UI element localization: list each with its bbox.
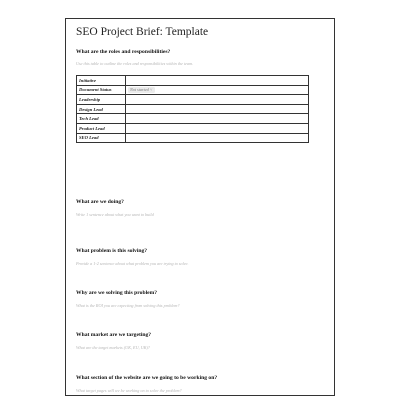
section-placeholder[interactable]: What is the ROI you are expecting from solving this problem? <box>76 303 180 308</box>
section-heading: What problem is this solving? <box>76 248 148 254</box>
document-page <box>65 18 335 396</box>
section-website <box>76 375 217 393</box>
table-row <box>77 95 309 105</box>
table-value-cell[interactable] <box>126 104 309 114</box>
section-heading: Why are we solving this problem? <box>76 290 158 296</box>
table-value-cell[interactable] <box>126 133 309 143</box>
table-key-cell: Design Lead <box>77 104 126 114</box>
table-row <box>77 114 309 124</box>
section-market <box>76 332 151 350</box>
roles-heading: What are the roles and responsibilities? <box>76 49 171 55</box>
table-row <box>77 104 309 114</box>
table-key-cell: Document Status <box>77 85 126 95</box>
section-heading: What are we doing? <box>76 199 124 205</box>
section-why <box>76 290 180 308</box>
table-key-cell: Initiative <box>77 76 126 86</box>
section-placeholder[interactable]: What target pages will we be working on to solve the problem? <box>76 388 182 393</box>
table-key-cell: Leadership <box>77 95 126 105</box>
section-placeholder[interactable]: Write 1 sentence about what you want to build <box>76 212 154 217</box>
table-key-cell: SEO Lead <box>77 133 126 143</box>
section-problem <box>76 248 189 266</box>
section-heading: What section of the website are we going to be working on? <box>76 375 218 381</box>
table-row <box>77 76 309 86</box>
section-doing <box>76 199 154 217</box>
table-key-cell: Product Lead <box>77 123 126 133</box>
table-value-cell[interactable] <box>126 85 309 95</box>
table-row <box>77 85 309 95</box>
section-placeholder[interactable]: What are the target markets (UK, EU, UK)? <box>76 345 151 350</box>
status-badge[interactable] <box>128 87 155 93</box>
chevron-down-icon: ˅ <box>149 87 153 93</box>
table-value-cell[interactable] <box>126 123 309 133</box>
page-title: SEO Project Brief: Template <box>76 26 209 38</box>
table-value-cell[interactable] <box>126 114 309 124</box>
table-key-cell: Tech Lead <box>77 114 126 124</box>
table-row <box>77 123 309 133</box>
section-heading: What market are we targeting? <box>76 332 152 338</box>
status-label: Not started <box>130 87 149 93</box>
table-value-cell[interactable] <box>126 76 309 86</box>
roles-table <box>76 75 309 143</box>
document-content <box>76 26 326 393</box>
section-placeholder[interactable]: Provide a 1-2 sentence about what problem you are trying to solve. <box>76 261 189 266</box>
table-value-cell[interactable] <box>126 95 309 105</box>
roles-placeholder[interactable]: Use this table to outline the roles and responsibilities within the team. <box>76 61 194 66</box>
table-row <box>77 133 309 143</box>
